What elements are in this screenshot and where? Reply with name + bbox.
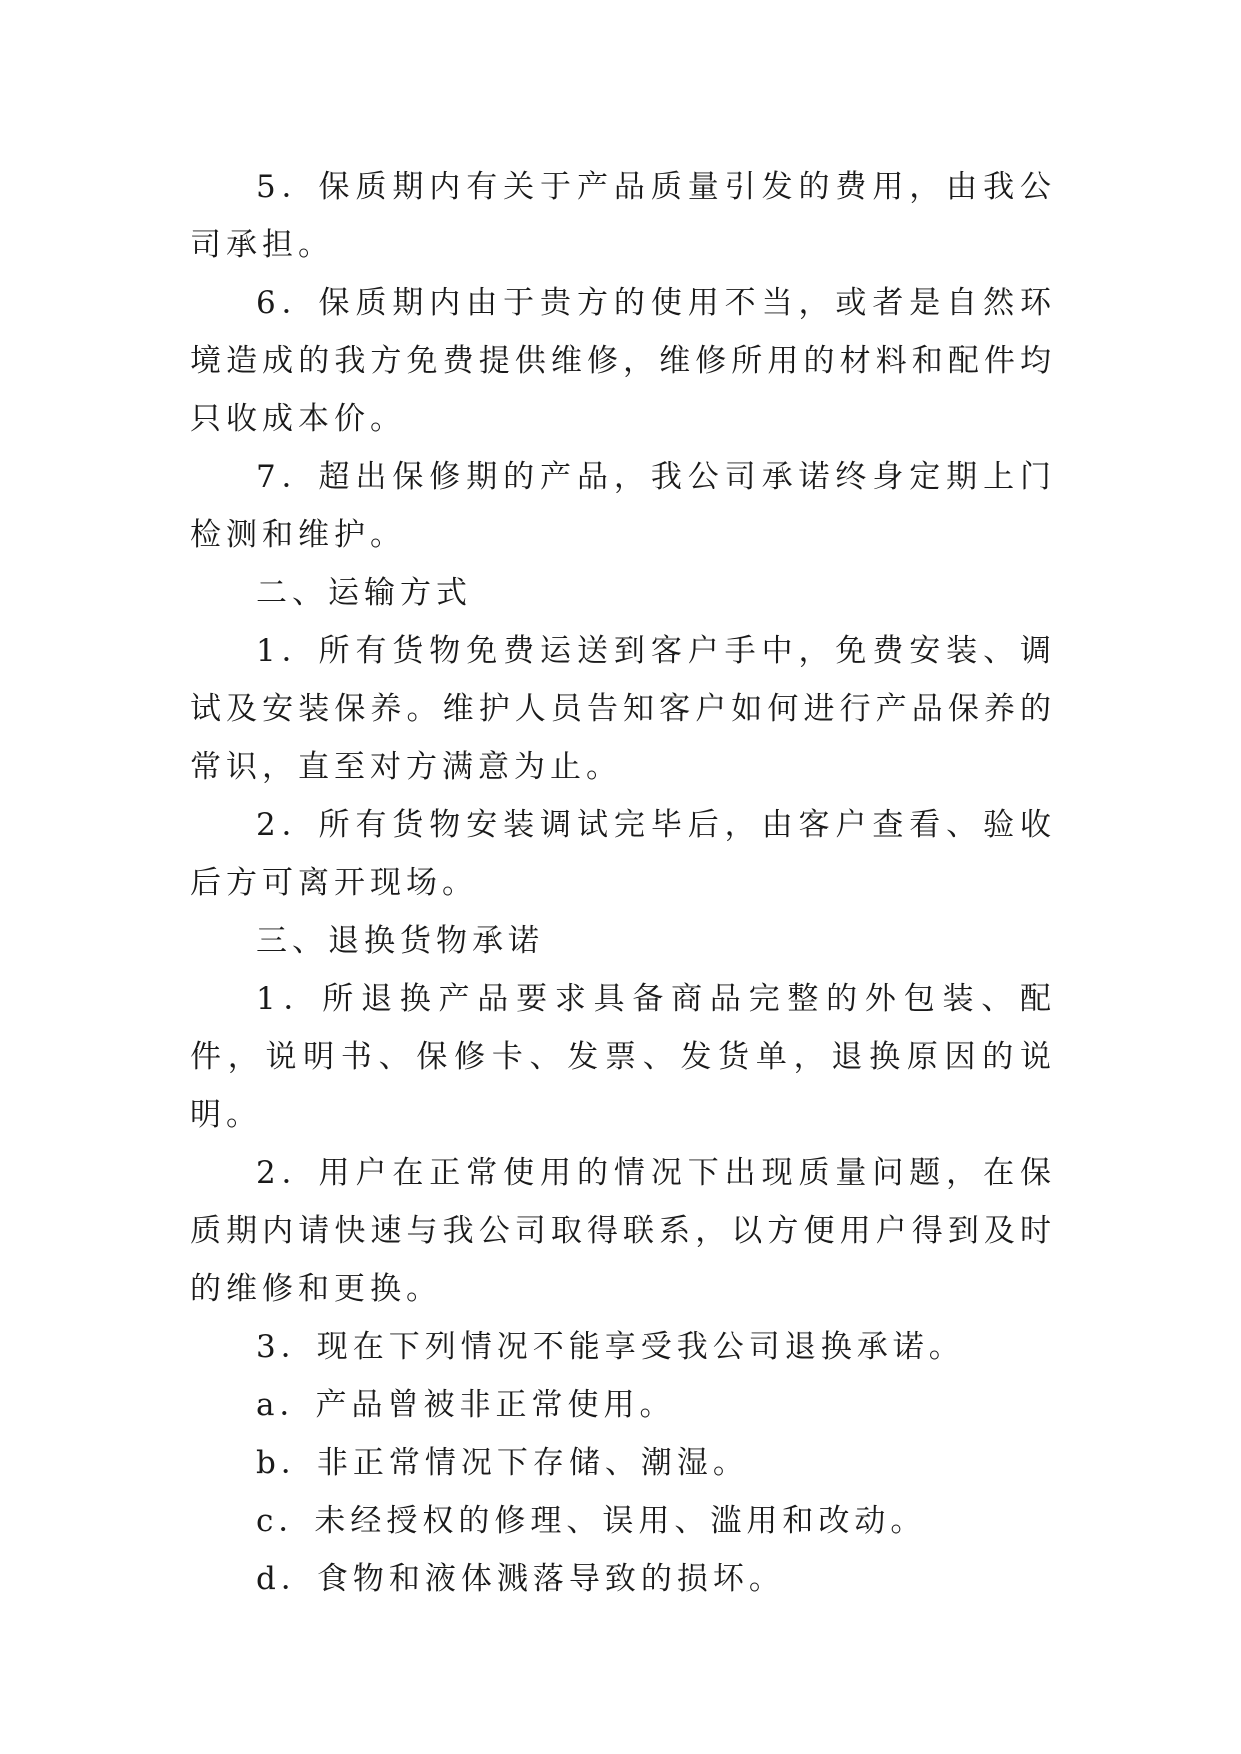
list-item-d: d．食物和液体溅落导致的损坏。 [256, 1561, 785, 1597]
paragraph-returns-item-1: 1．所退换产品要求具备商品完整的外包装、配件，说明书、保修卡、发票、发货单，退换原因的说明。 [190, 981, 1056, 1133]
list-item-c: c．未经授权的修理、误用、滥用和改动。 [256, 1503, 927, 1539]
paragraph-item-5-quality-cost: 5．保质期内有关于产品质量引发的费用，由我公司承担。 [190, 169, 1056, 263]
paragraph-item-6-improper-use: 6．保质期内由于贵方的使用不当，或者是自然环境造成的我方免费提供维修，维修所用的材料和配件均只收成本价。 [190, 285, 1056, 437]
paragraph-returns-item-2: 2．用户在正常使用的情况下出现质量问题，在保质期内请快速与我公司取得联系，以方便用户得到及时的维修和更换。 [190, 1155, 1056, 1307]
list-item-b: b．非正常情况下存储、潮湿。 [256, 1445, 749, 1481]
paragraph-transport-item-2: 2．所有货物安装调试完毕后，由客户查看、验收后方可离开现场。 [190, 807, 1056, 901]
list-item-a: a．产品曾被非正常使用。 [256, 1387, 676, 1423]
document-body [190, 158, 1056, 1608]
section-heading-returns: 三、退换货物承诺 [256, 923, 544, 959]
paragraph-item-7-lifetime-service: 7．超出保修期的产品，我公司承诺终身定期上门检测和维护。 [190, 459, 1056, 553]
paragraph-transport-item-1: 1．所有货物免费运送到客户手中，免费安装、调试及安装保养。维护人员告知客户如何进行产品保养的常识，直至对方满意为止。 [190, 633, 1056, 785]
section-heading-transport: 二、运输方式 [256, 575, 472, 611]
paragraph-returns-item-3: 3．现在下列情况不能享受我公司退换承诺。 [256, 1329, 965, 1365]
